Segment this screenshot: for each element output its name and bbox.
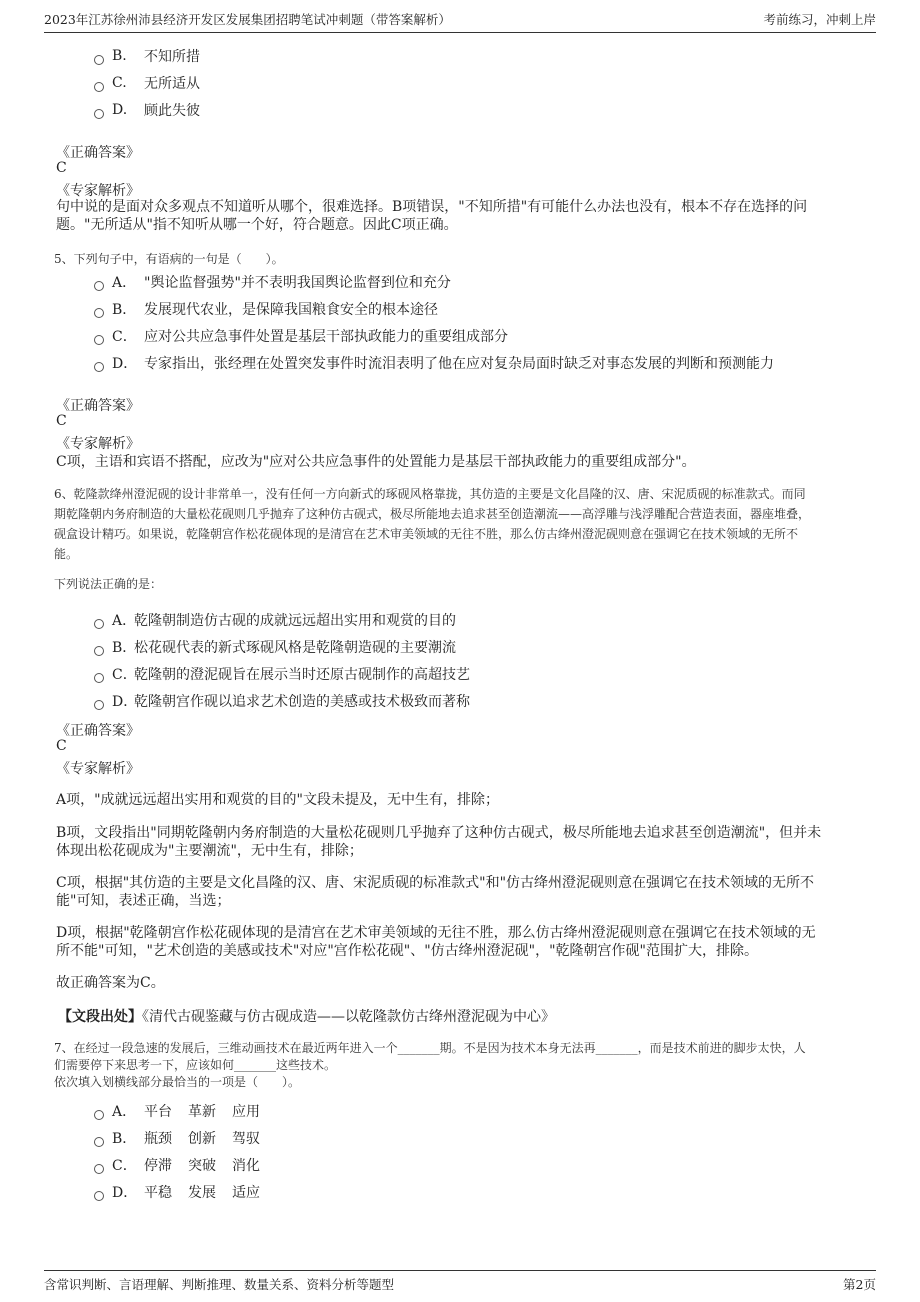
q6-source	[58, 1006, 555, 1026]
q7-option-b[interactable]: B． 瓶颈 创新 驾驭	[94, 1128, 276, 1148]
radio-icon[interactable]	[94, 281, 104, 291]
radio-icon[interactable]	[94, 308, 104, 318]
q5-stem: 5、下列句子中，有语病的一句是（ ）。	[54, 252, 284, 266]
q4-analysis: 句中说的是面对众多观点不知道听从哪个，很难选择。B项错误，"不知所措"有可能什么办法也没有，根本不存在选择的问 题。"无所适从"指不知听从哪一个好，符合题意。因此C项正确。	[56, 199, 808, 233]
q6-stem: 6、乾隆款绛州澄泥砚的设计非常单一，没有任何一方向新式的琢砚风格靠拢，其仿造的主要是文化昌隆的汉、唐、宋泥质砚的标准款式。而同 期乾隆朝内务府制造的大量松花砚则几乎抛弃了这种仿古砚式，极尽所能地去追求甚至创造潮流——高浮雕与浅浮雕配合营造表面，器座堆叠， 砚盒设计精巧。如果说，乾隆朝宫作松花砚体现的是清宫在艺术审美领域的无往不胜，那么仿古绛州澄泥砚则意在强调它在技术领域的无所不 能。	[54, 487, 811, 561]
q6-analysis-b: B项，文段指出"同期乾隆朝内务府制造的大量松花砚则几乎抛弃了这种仿古砚式，极尽所能地去追求甚至创造潮流"，但并未 体现出松花砚成为"主要潮流"，无中生有，排除；	[56, 825, 822, 859]
q7-stem: 7、在经过一段急速的发展后，三维动画技术在最近两年进入一个_______期。不是因为技术本身无法再_______，而是技术前进的脚步太快，人 们需要停下来思考一下，应该如何_______这些技术。 依次填入划横线部分最恰当的一项是（ ）。	[54, 1041, 806, 1089]
radio-icon[interactable]	[94, 673, 104, 683]
q4-analysis-label: 《专家解析》	[56, 183, 140, 199]
q6-option-d[interactable]: D． 乾隆朝宫作砚以追求艺术创造的美感或技术极致而著称	[94, 691, 470, 711]
document-title: 2023年江苏徐州沛县经济开发区发展集团招聘笔试冲刺题（带答案解析）	[44, 12, 451, 27]
radio-icon[interactable]	[94, 700, 104, 710]
q5-option-c[interactable]: C． 应对公共应急事件处置是基层干部执政能力的重要组成部分	[94, 326, 508, 346]
q4-answer: C	[56, 160, 67, 176]
header-slogan: 考前练习，冲刺上岸	[763, 12, 876, 27]
q6-option-b[interactable]: B． 松花砚代表的新式琢砚风格是乾隆朝造砚的主要潮流	[94, 637, 456, 657]
q5-option-b[interactable]: B． 发展现代农业，是保障我国粮食安全的根本途径	[94, 299, 438, 319]
source-label: 【文段出处】	[58, 1009, 142, 1025]
q6-option-c[interactable]: C． 乾隆朝的澄泥砚旨在展示当时还原古砚制作的高超技艺	[94, 664, 470, 684]
q6-conclusion: 故正确答案为C。	[56, 975, 165, 991]
q6-question: 下列说法正确的是：	[54, 577, 163, 591]
q4-answer-label: 《正确答案》	[56, 145, 140, 161]
q7-option-c[interactable]: C． 停滞 突破 消化	[94, 1155, 276, 1175]
q5-option-d[interactable]: D． 专家指出，张经理在处置突发事件时流泪表明了他在应对复杂局面时缺乏对事态发展的判断和预测能力	[94, 353, 774, 373]
q6-analysis-label: 《专家解析》	[56, 761, 140, 777]
page-footer	[44, 1270, 876, 1293]
q6-answer: C	[56, 738, 67, 754]
q5-analysis: C项，主语和宾语不搭配，应改为"应对公共应急事件的处置能力是基层干部执政能力的重要组成部分"。	[56, 454, 696, 470]
q5-answer: C	[56, 413, 67, 429]
radio-icon[interactable]	[94, 362, 104, 372]
q7-option-a[interactable]: A． 平台 革新 应用	[94, 1101, 276, 1121]
radio-icon[interactable]	[94, 646, 104, 656]
footer-coverage: 含常识判断、言语理解、判断推理、数量关系、资料分析等题型	[44, 1277, 395, 1292]
q6-option-a[interactable]: A． 乾隆朝制造仿古砚的成就远远超出实用和观赏的目的	[94, 610, 456, 630]
page-header	[44, 10, 876, 33]
q4-option-d[interactable]: D. 顾此失彼	[94, 100, 200, 120]
radio-icon[interactable]	[94, 1137, 104, 1147]
radio-icon[interactable]	[94, 109, 104, 119]
radio-icon[interactable]	[94, 1110, 104, 1120]
q6-analysis-d: D项，根据"乾隆朝宫作松花砚体现的是清宫在艺术审美领域的无往不胜，那么仿古绛州澄泥砚则意在强调它在技术领域的无 所不能"可知，"艺术创造的美感或技术"对应"宫作松花砚"、"仿古绛州澄泥砚"，"乾隆朝宫作砚"范围扩大，排除。	[56, 925, 816, 959]
q5-analysis-label: 《专家解析》	[56, 436, 140, 452]
radio-icon[interactable]	[94, 335, 104, 345]
q4-option-c[interactable]: C. 无所适从	[94, 73, 200, 93]
q5-answer-label: 《正确答案》	[56, 398, 140, 414]
radio-icon[interactable]	[94, 1191, 104, 1201]
q4-option-b[interactable]: B. 不知所措	[94, 46, 200, 66]
page-number: 第2页	[843, 1277, 876, 1292]
q6-answer-label: 《正确答案》	[56, 723, 140, 739]
radio-icon[interactable]	[94, 55, 104, 65]
q6-analysis-c: C项，根据"其仿造的主要是文化昌隆的汉、唐、宋泥质砚的标准款式"和"仿古绛州澄泥砚则意在强调它在技术领域的无所不 能"可知，表述正确，当选；	[56, 875, 815, 909]
q6-analysis-a: A项，"成就远远超出实用和观赏的目的"文段未提及，无中生有，排除；	[56, 792, 499, 808]
radio-icon[interactable]	[94, 1164, 104, 1174]
radio-icon[interactable]	[94, 619, 104, 629]
q5-option-a[interactable]: A． "舆论监督强势"并不表明我国舆论监督到位和充分	[94, 272, 451, 292]
radio-icon[interactable]	[94, 82, 104, 92]
source-title: 《清代古砚鉴藏与仿古砚成造——以乾隆款仿古绛州澄泥砚为中心》	[142, 1009, 555, 1025]
q7-option-d[interactable]: D． 平稳 发展 适应	[94, 1182, 276, 1202]
